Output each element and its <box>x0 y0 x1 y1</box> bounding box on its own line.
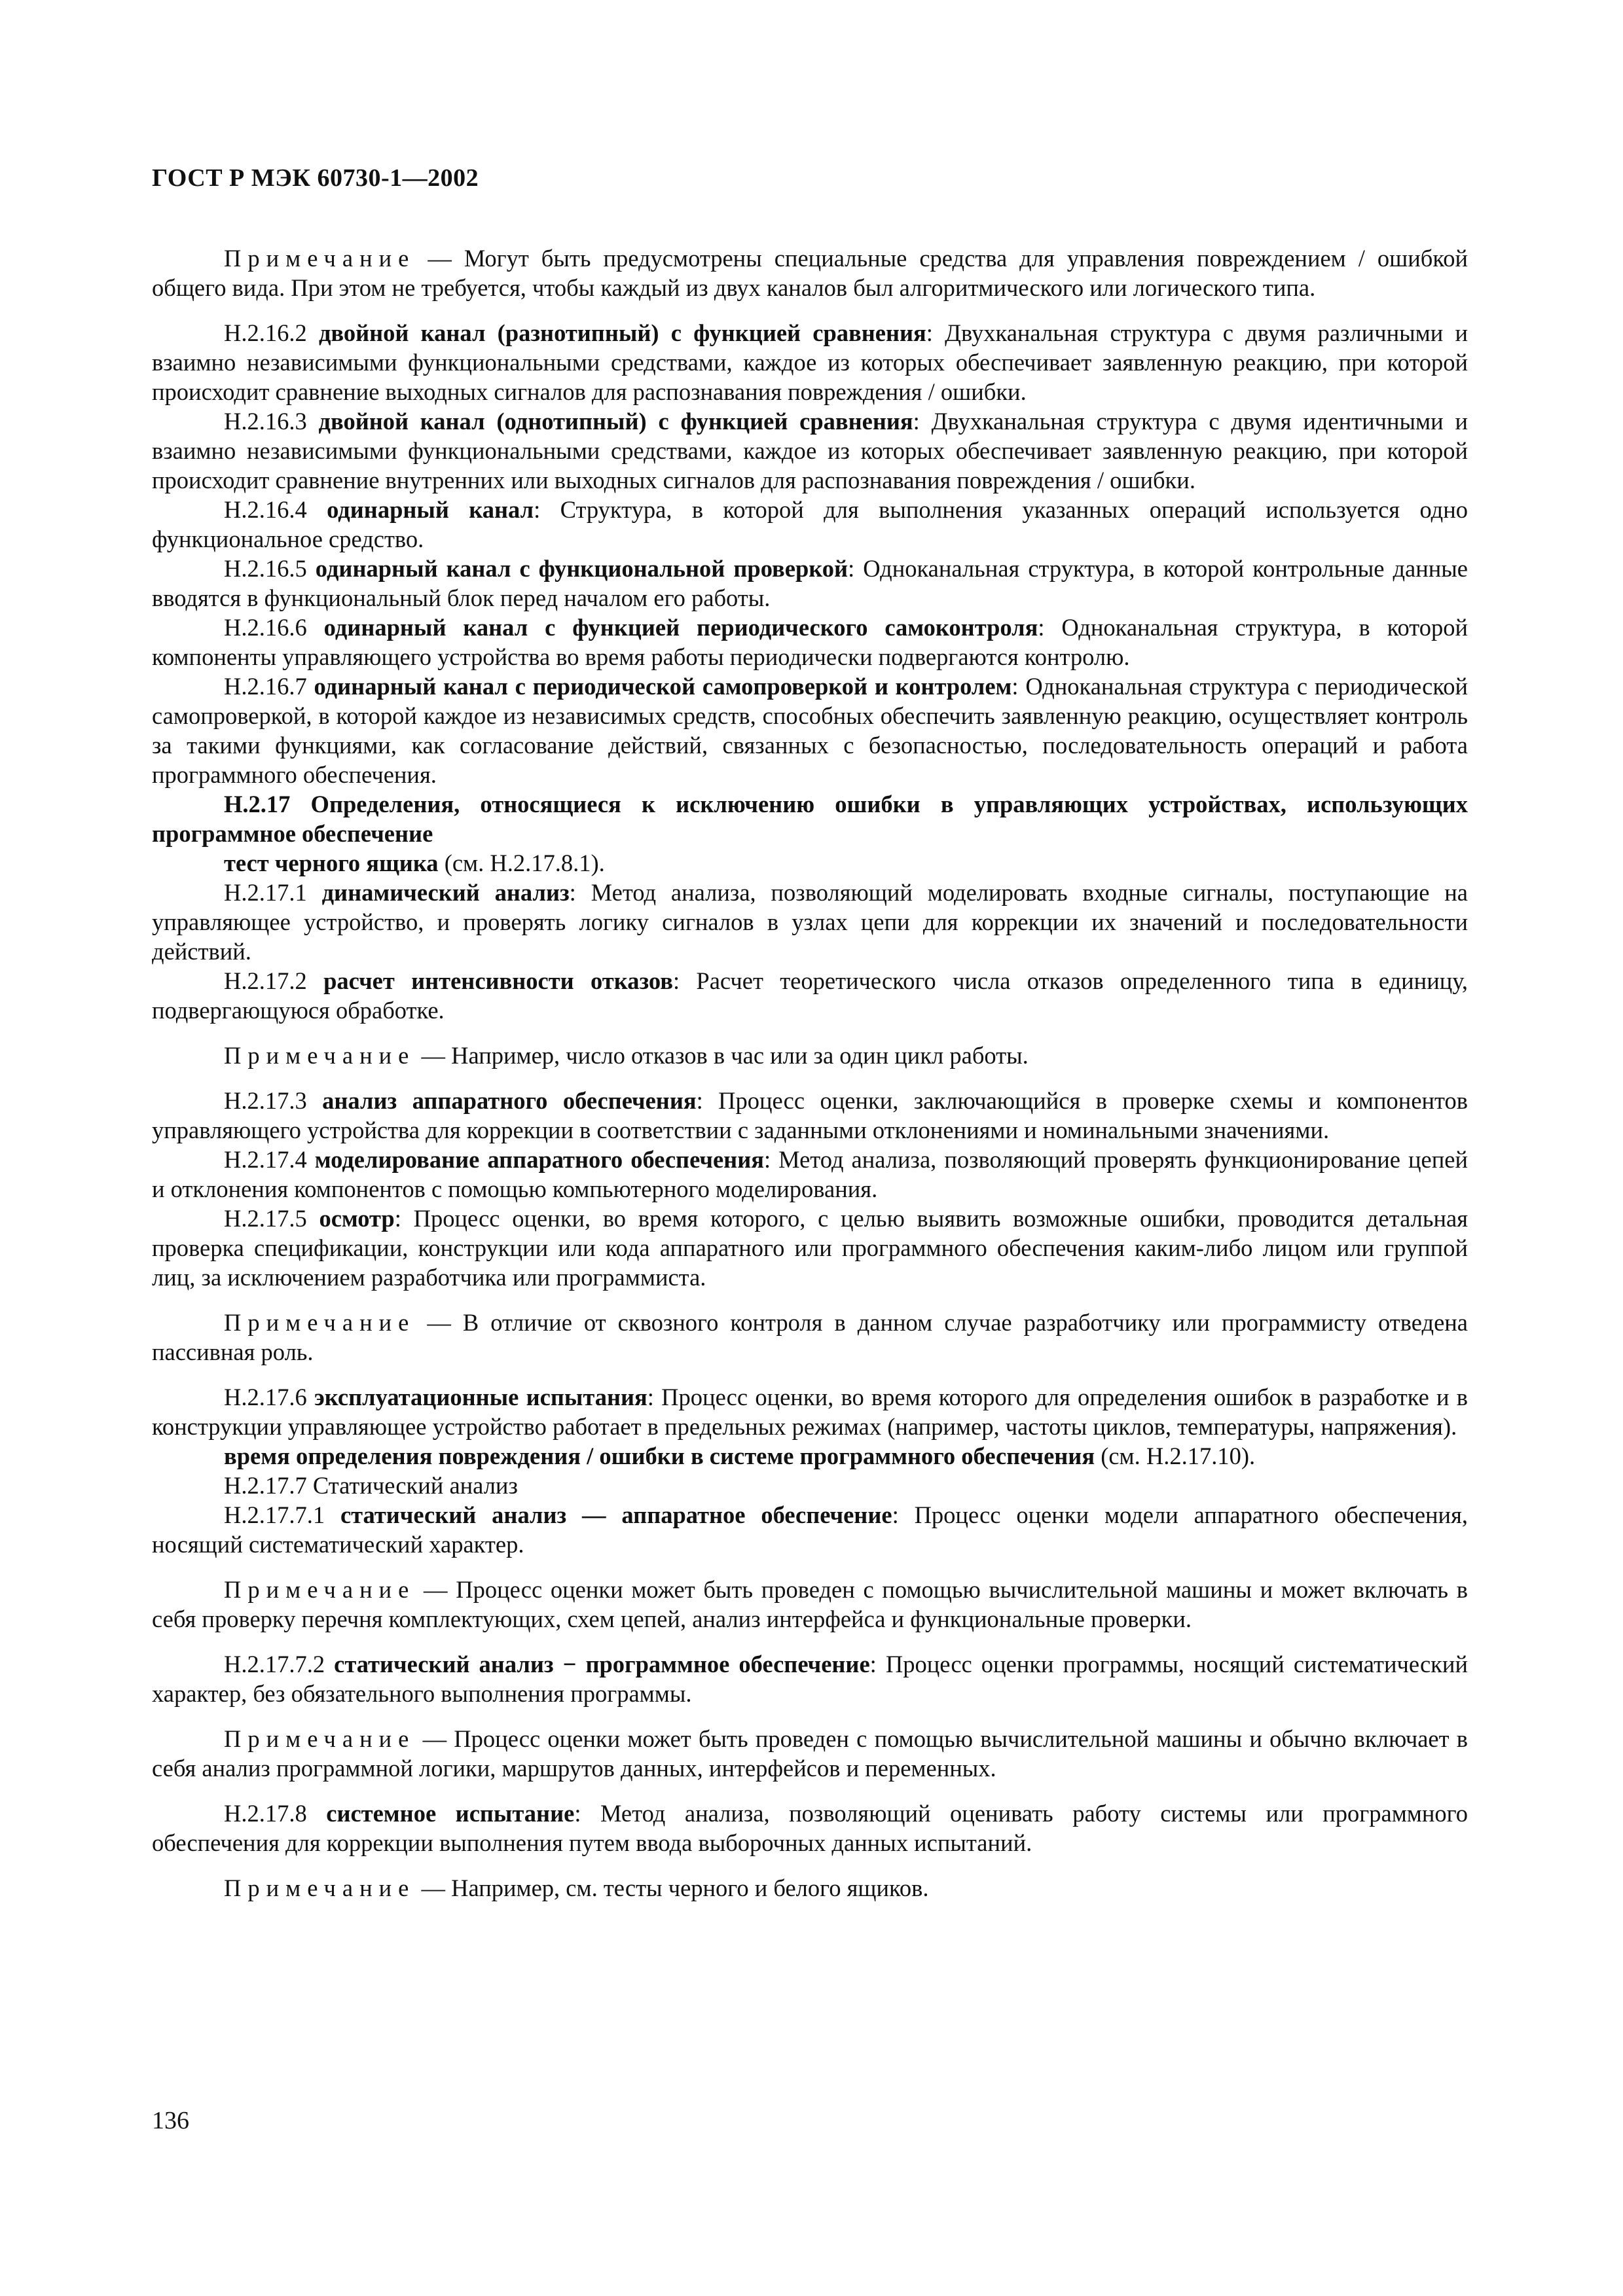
term: одинарный канал с функциональной проверкой <box>315 555 848 582</box>
definition-paragraph: Н.2.17.8 системное испытание: Метод анализа, позволяющий оценивать работу системы или программного обеспечения для коррекции выполнения путем ввода выборочных данных испытаний. <box>152 1800 1468 1856</box>
definition-paragraph: Н.2.16.5 одинарный канал с функциональной проверкой: Одноканальная структура, в которой контрольные данные вводятся в функциональный блок перед началом его работы. <box>152 555 1468 611</box>
note-paragraph: Примечание — Например, см. тесты черного и белого ящиков. <box>224 1874 929 1901</box>
document-body <box>152 243 1468 1903</box>
definition-paragraph: Н.2.16.7 одинарный канал с периодической самопроверкой и контролем: Одноканальная структура с периодической самопроверкой, в которой каждое из независимых средств, способных обеспечить заявленную реакцию, осуществляет контроль за такими функциями, как согласование действий, связанных с безопасностью, последовательность операций и работа программного обеспечения. <box>152 673 1468 788</box>
term: одинарный канал <box>327 496 534 523</box>
term: моделирование аппаратного обеспечения <box>314 1146 764 1173</box>
definition-paragraph: Н.2.17.2 расчет интенсивности отказов: Расчет теоретического числа отказов определенного типа в единицу, подвергающуюся обработке. <box>152 967 1468 1024</box>
page-number: 136 <box>152 2107 189 2134</box>
term: одинарный канал с функцией периодического самоконтроля <box>323 614 1038 641</box>
term: тест черного ящика <box>224 850 439 876</box>
term: статический анализ − программное обеспечение <box>334 1651 870 1677</box>
note-label: Примечание <box>224 245 416 272</box>
term: одинарный канал с периодической самопроверкой и контролем <box>314 673 1012 700</box>
definition-paragraph: Н.2.17.4 моделирование аппаратного обеспечения: Метод анализа, позволяющий проверять функционирование цепей и отклонения компонентов с помощью компьютерного моделирования. <box>152 1146 1468 1202</box>
definition-paragraph: Н.2.16.4 одинарный канал: Структура, в которой для выполнения указанных операций используется одно функциональное средство. <box>152 496 1468 552</box>
note-paragraph: Примечание — Процесс оценки может быть проведен с помощью вычислительной машины и может включать в себя проверку перечня комплектующих, схем цепей, анализ интерфейса и функциональные проверки. <box>152 1576 1468 1632</box>
definition-paragraph: Н.2.17.5 осмотр: Процесс оценки, во время которого, с целью выявить возможные ошибки, проводится детальная проверка спецификации, конструкции или кода аппаратного или программного обеспечения каким-либо лицом или группой лиц, за исключением разработчика или программиста. <box>152 1205 1468 1291</box>
definition-paragraph: Н.2.17.1 динамический анализ: Метод анализа, позволяющий моделировать входные сигналы, поступающие на управляющее устройство, и проверять логику сигналов в узлах цепи для коррекции их значений и последовательности действий. <box>152 879 1468 965</box>
note-paragraph: Примечание — Например, число отказов в час или за один цикл работы. <box>224 1042 1029 1069</box>
document-header: ГОСТ Р МЭК 60730-1—2002 <box>152 164 479 192</box>
reference-paragraph: время определения повреждения / ошибки в системе программного обеспечения (см. Н.2.17.10). <box>224 1443 1256 1469</box>
note-paragraph: Примечание — В отличие от сквозного контроля в данном случае разработчику или программисту отведена пассивная роль. <box>152 1309 1468 1365</box>
definition-paragraph: Н.2.16.2 двойной канал (разнотипный) с функцией сравнения: Двухканальная структура с двумя различными и взаимно независимыми функциональными средствами, каждое из которых обеспечивает заявленную реакцию, при которой происходит сравнение выходных сигналов для распознавания повреждения / ошибки. <box>152 319 1468 405</box>
note-paragraph: Примечание — Процесс оценки может быть проведен с помощью вычислительной машины и обычно включает в себя анализ программной логики, маршрутов данных, интерфейсов и переменных. <box>152 1725 1468 1782</box>
definition-paragraph: Н.2.17.7.1 статический анализ — аппаратное обеспечение: Процесс оценки модели аппаратного обеспечения, носящий систематический характер. <box>152 1501 1468 1558</box>
note-label: Примечание <box>224 1725 416 1752</box>
note-label: Примечание <box>224 1874 416 1901</box>
definition-paragraph: Н.2.16.6 одинарный канал с функцией периодического самоконтроля: Одноканальная структура, в которой компоненты управляющего устройства во время работы периодически подвергаются контролю. <box>152 614 1468 670</box>
term: двойной канал (разнотипный) с функцией сравнения <box>318 319 926 346</box>
definition-paragraph: Н.2.17.7.2 статический анализ − программное обеспечение: Процесс оценки программы, носящий систематический характер, без обязательного выполнения программы. <box>152 1651 1468 1707</box>
definition-paragraph: Н.2.17.3 анализ аппаратного обеспечения: Процесс оценки, заключающийся в проверке схемы и компонентов управляющего устройства для коррекции в соответствии с заданными отклонениями и номинальными значениями. <box>152 1087 1468 1143</box>
term: расчет интенсивности отказов <box>323 967 673 994</box>
term: осмотр <box>319 1205 395 1232</box>
term: двойной канал (однотипный) с функцией сравнения <box>318 408 913 435</box>
term: анализ аппаратного обеспечения <box>322 1087 697 1114</box>
note-label: Примечание <box>224 1042 416 1069</box>
reference-paragraph: тест черного ящика (см. Н.2.17.8.1). <box>224 850 605 876</box>
term: динамический анализ <box>321 879 570 906</box>
note-label: Примечание <box>224 1576 416 1603</box>
section-heading: Н.2.17 Определения, относящиеся к исключению ошибки в управляющих устройствах, использующих программное обеспечение <box>152 791 1468 847</box>
definition-paragraph: Н.2.17.6 эксплуатационные испытания: Процесс оценки, во время которого для определения ошибок в разработке и в конструкции управляющее устройство работает в предельных режимах (например, частоты циклов, температуры, напряжения). <box>152 1384 1468 1440</box>
term: системное испытание <box>326 1800 575 1827</box>
subsection-title: Н.2.17.7 Статический анализ <box>224 1472 518 1499</box>
term: статический анализ — аппаратное обеспечение <box>340 1501 892 1528</box>
term: время определения повреждения / ошибки в системе программного обеспечения <box>224 1443 1095 1469</box>
term: эксплуатационные испытания <box>314 1384 647 1410</box>
definition-paragraph: Н.2.16.3 двойной канал (однотипный) с функцией сравнения: Двухканальная структура с двумя идентичными и взаимно независимыми функциональными средствами, каждое из которых обеспечивает заявленную реакцию, при которой происходит сравнение внутренних или выходных сигналов для распознавания повреждения / ошибки. <box>152 408 1468 493</box>
note-label: Примечание <box>224 1309 416 1336</box>
note-paragraph: Примечание — Могут быть предусмотрены специальные средства для управления повреждением / ошибкой общего вида. При этом не требуется, чтобы каждый из двух каналов был алгоритмического или логического типа. <box>152 245 1468 301</box>
